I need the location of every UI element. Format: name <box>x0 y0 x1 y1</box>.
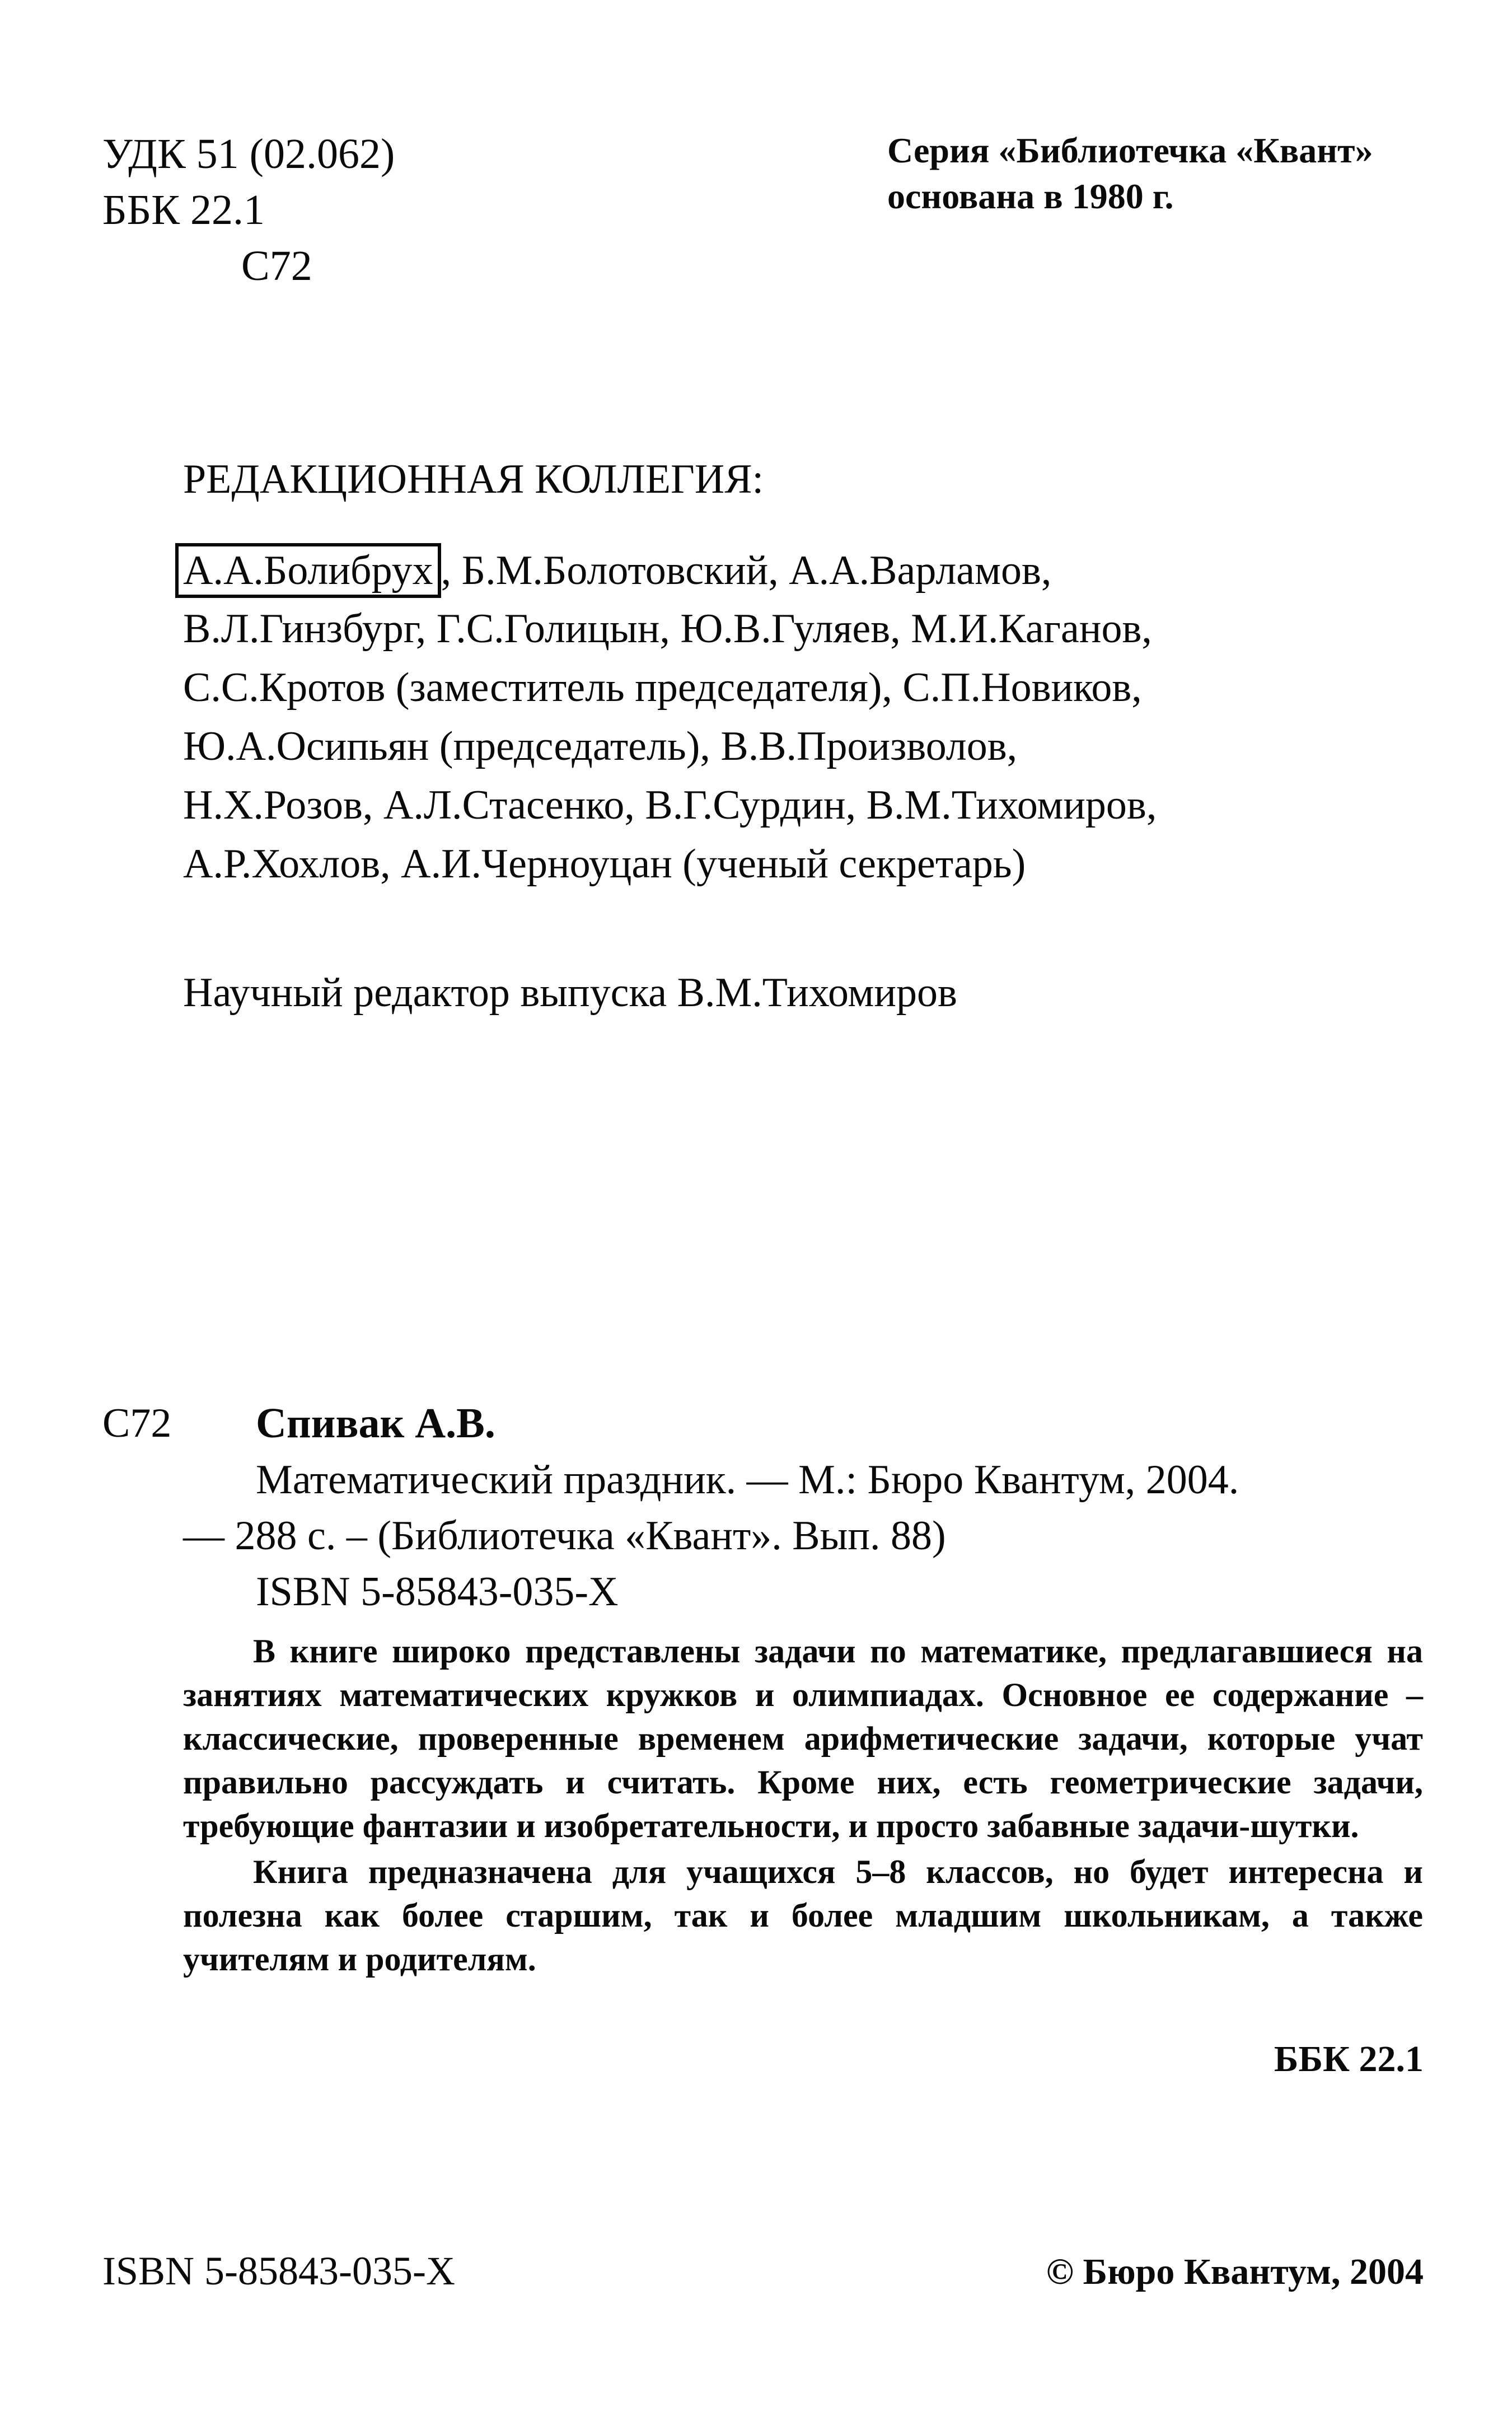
board-line-1-rest: , Б.М.Болотовский, А.А.Варламов, <box>441 548 1052 593</box>
catalog-abstract <box>183 1629 1423 1981</box>
footer-copyright: © Бюро Квантум, 2004 <box>1046 2251 1424 2292</box>
scientific-editor: Научный редактор выпуска В.М.Тихомиров <box>183 970 957 1016</box>
bbk-code: ББК 22.1 <box>102 186 265 233</box>
catalog-bbk: ББК 22.1 <box>1274 2039 1424 2079</box>
abstract-paragraph-1: В книге широко представлены задачи по математике, предлагавшиеся на занятиях математических кружков и олимпиадах. Основное ее содержание – классические, проверенные временем арифметические задачи, которые учат правильно рассуждать и считать. Кроме них, есть геометрические задачи, требующие фантазии и изобретательности, и просто забавные задачи-шутки. <box>183 1633 1423 1844</box>
abstract-paragraph-2: Книга предназначена для учащихся 5–8 классов, но будет интересна и полезна как более старшим, так и более младшим школьникам, а также учителям и родителям. <box>183 1853 1423 1978</box>
series-line-1: Серия «Библиотечка «Квант» <box>887 130 1373 170</box>
udk-code: УДК 51 (02.062) <box>102 130 395 177</box>
catalog-author: Спивак А.В. <box>256 1400 495 1447</box>
footer-isbn: ISBN 5-85843-035-X <box>102 2249 455 2293</box>
editorial-board-line-1 <box>183 543 1051 598</box>
editorial-board-line-5: Н.Х.Розов, А.Л.Стасенко, В.Г.Сурдин, В.М.Тихомиров, <box>183 782 1157 828</box>
catalog-title-line: Математический праздник. — М.: Бюро Квантум, 2004. <box>256 1457 1239 1503</box>
editorial-board-line-4: Ю.А.Осипьян (председатель), В.В.Произволов, <box>183 723 1018 769</box>
boxed-name: А.А.Болибрух <box>175 543 441 598</box>
classification-codes <box>102 126 395 294</box>
series-line-2: основана в 1980 г. <box>887 176 1174 216</box>
catalog-code: С72 <box>102 1400 172 1446</box>
editorial-board-line-3: С.С.Кротов (заместитель председателя), С.П.Новиков, <box>183 665 1142 711</box>
editorial-board-line-6: А.Р.Хохлов, А.И.Черноуцан (ученый секретарь) <box>183 841 1026 887</box>
series-note <box>887 128 1373 219</box>
author-code: С72 <box>241 242 312 289</box>
editorial-board-heading: РЕДАКЦИОННАЯ КОЛЛЕГИЯ: <box>183 456 764 502</box>
editorial-board-line-2: В.Л.Гинзбург, Г.С.Голицын, Ю.В.Гуляев, М.И.Каганов, <box>183 606 1152 652</box>
catalog-pages-line: — 288 с. – (Библиотечка «Квант». Вып. 88) <box>183 1513 946 1559</box>
catalog-isbn-line: ISBN 5-85843-035-X <box>256 1569 619 1615</box>
